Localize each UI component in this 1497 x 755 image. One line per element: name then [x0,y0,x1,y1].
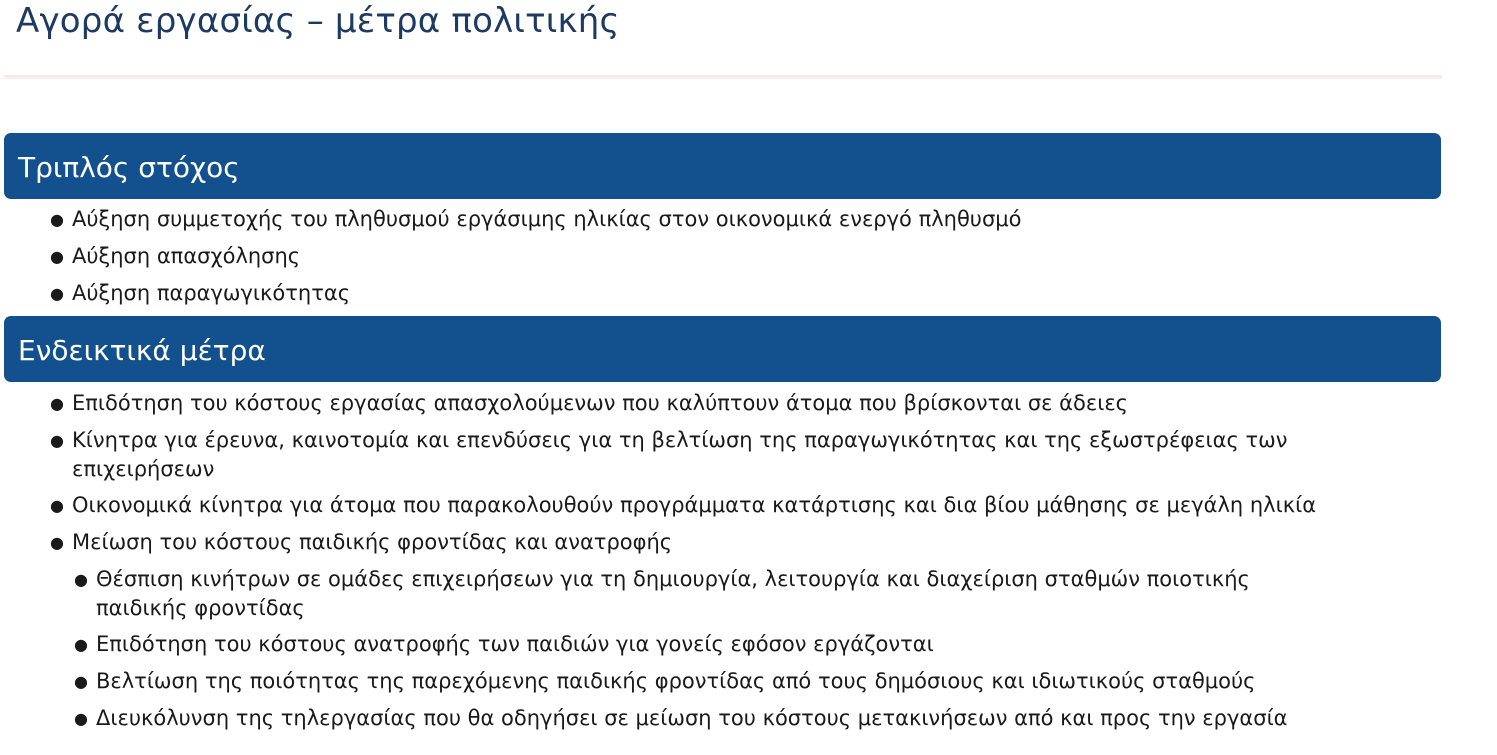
bullet-icon: ● [50,284,64,303]
list-item-text: Επιδότηση του κόστους ανατροφής των παιδιών για γονείς εφόσον εργάζονται [96,632,934,656]
list-item [0,389,1316,418]
bullet-icon: ● [50,533,64,552]
list-item-text-continued: επιχειρήσεων [72,457,215,481]
list-item [0,491,1316,520]
bullet-icon: ● [74,709,88,728]
bullet-icon: ● [50,394,64,413]
list-item-text: Επιδότηση του κόστους εργασίας απασχολούμενων που καλύπτουν άτομα που βρίσκονται σε άδειες [72,391,1129,415]
list-item-text: Οικονομικά κίνητρα για άτομα που παρακολουθούν προγράμματα κατάρτισης και δια βίου μάθησης σε μεγάλη ηλικία [72,493,1317,517]
bullet-icon: ● [74,570,88,589]
section-heading: Ενδεικτικά μέτρα [18,334,266,367]
triple-goal-list [0,205,1021,316]
bullet-icon: ● [50,210,64,229]
list-item-text-continued: παιδικής φροντίδας [96,596,305,620]
indicative-measures-list [0,389,1316,741]
list-item-text: Αύξηση παραγωγικότητας [72,281,351,305]
section-header-triple-goal [4,133,1441,199]
bullet-icon: ● [50,247,64,266]
list-item [0,279,1021,308]
list-item-text: Μείωση του κόστους παιδικής φροντίδας και ανατροφής [72,530,673,554]
sub-list-item [0,667,1316,696]
title-divider [4,75,1442,79]
list-item [0,242,1021,271]
section-heading: Τριπλός στόχος [18,151,240,184]
list-item [0,205,1021,234]
bullet-icon: ● [50,496,64,515]
sub-list-item [0,630,1316,659]
list-item-text: Διευκόλυνση της τηλεργασίας που θα οδηγήσει σε μείωση του κόστους μετακινήσεων από και προς την εργασία [96,706,1288,730]
list-item-text: Αύξηση συμμετοχής του πληθυσμού εργάσιμης ηλικίας στον οικονομικά ενεργό πληθυσμό [72,207,1022,231]
list-item-text: Αύξηση απασχόλησης [72,244,301,268]
list-item-text: Βελτίωση της ποιότητας της παρεχόμενης παιδικής φροντίδας από τους δημόσιους και ιδιωτικούς σταθμούς [96,669,1256,693]
slide-title: Αγορά εργασίας – μέτρα πολιτικής [16,1,620,41]
sub-list-item [0,565,1316,623]
list-item-text: Κίνητρα για έρευνα, καινοτομία και επενδύσεις για τη βελτίωση της παραγωγικότητας και της εξωστρέφειας των [72,428,1288,452]
sub-list-item [0,704,1316,733]
section-header-indicative-measures [4,316,1441,382]
bullet-icon: ● [74,672,88,691]
list-item [0,528,1316,557]
bullet-icon: ● [50,431,64,450]
list-item-text: Θέσπιση κινήτρων σε ομάδες επιχειρήσεων για τη δημιουργία, λειτουργία και διαχείριση σταθμών ποιοτικής [96,567,1250,591]
bullet-icon: ● [74,635,88,654]
list-item [0,426,1316,484]
